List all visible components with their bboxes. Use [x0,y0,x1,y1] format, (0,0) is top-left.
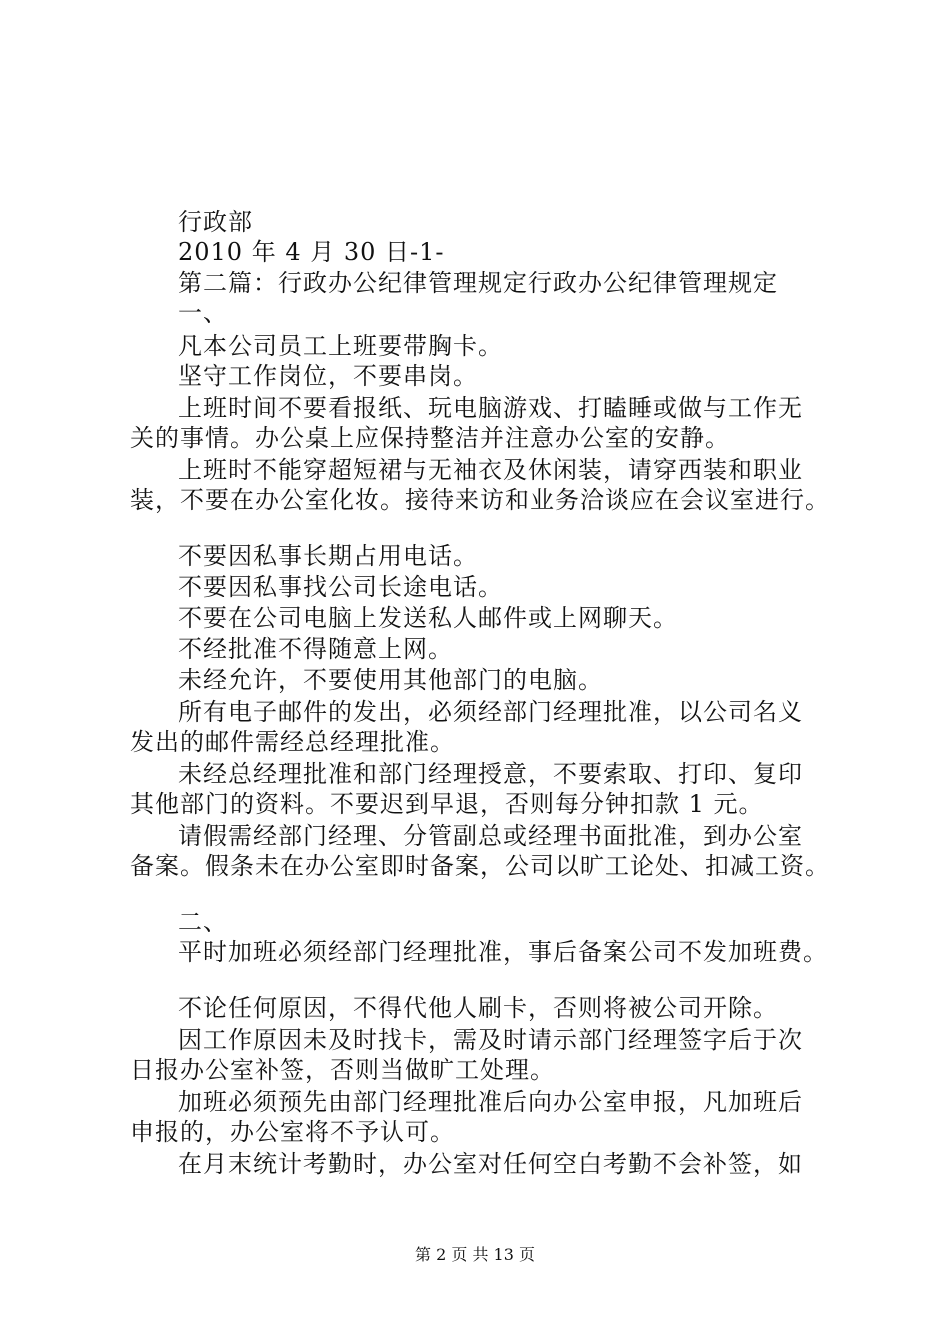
text-line: 二、 [178,908,228,936]
text-line: 日报办公室补签，否则当做旷工处理。 [130,1056,555,1084]
text-line: 其他部门的资料。不要迟到早退，否则每分钟扣款 1 元。 [130,790,764,818]
text-line: 未经允许，不要使用其他部门的电脑。 [178,666,603,694]
text-line: 第二篇：行政办公纪律管理规定行政办公纪律管理规定 [178,269,778,297]
text-line: 发出的邮件需经总经理批准。 [130,728,455,756]
text-line: 不要因私事找公司长途电话。 [178,573,503,601]
text-line: 平时加班必须经部门经理批准，事后备案公司不发加班费。 [178,938,828,966]
text-line: 申报的，办公室将不予认可。 [130,1118,455,1146]
text-line: 未经总经理批准和部门经理授意，不要索取、打印、复印 [178,760,803,788]
page-footer: 第 2 页 共 13 页 [415,1245,535,1264]
text-line: 2010 年 4 月 30 日-1- [178,238,445,266]
text-line: 请假需经部门经理、分管副总或经理书面批准，到办公室 [178,822,803,850]
text-line: 凡本公司员工上班要带胸卡。 [178,332,503,360]
text-line: 加班必须预先由部门经理批准后向办公室申报，凡加班后 [178,1088,803,1116]
text-line: 行政部 [178,208,253,236]
text-line: 因工作原因未及时找卡，需及时请示部门经理签字后于次 [178,1026,803,1054]
text-line: 上班时不能穿超短裙与无袖衣及休闲装，请穿西装和职业 [178,456,803,484]
text-line: 不要在公司电脑上发送私人邮件或上网聊天。 [178,604,678,632]
text-line: 关的事情。办公桌上应保持整洁并注意办公室的安静。 [130,424,730,452]
text-line: 坚守工作岗位，不要串岗。 [178,362,478,390]
text-line: 一、 [178,299,228,327]
text-line: 在月末统计考勤时，办公室对任何空白考勤不会补签，如 [178,1150,803,1178]
text-line: 上班时间不要看报纸、玩电脑游戏、打瞌睡或做与工作无 [178,394,803,422]
text-line: 不要因私事长期占用电话。 [178,542,478,570]
text-line: 备案。假条未在办公室即时备案，公司以旷工论处、扣减工资。 [130,852,830,880]
text-line: 不经批准不得随意上网。 [178,635,453,663]
text-line: 所有电子邮件的发出，必须经部门经理批准，以公司名义 [178,698,803,726]
text-line: 不论任何原因，不得代他人刷卡，否则将被公司开除。 [178,994,778,1022]
text-line: 装，不要在办公室化妆。接待来访和业务洽谈应在会议室进行。 [130,486,830,514]
